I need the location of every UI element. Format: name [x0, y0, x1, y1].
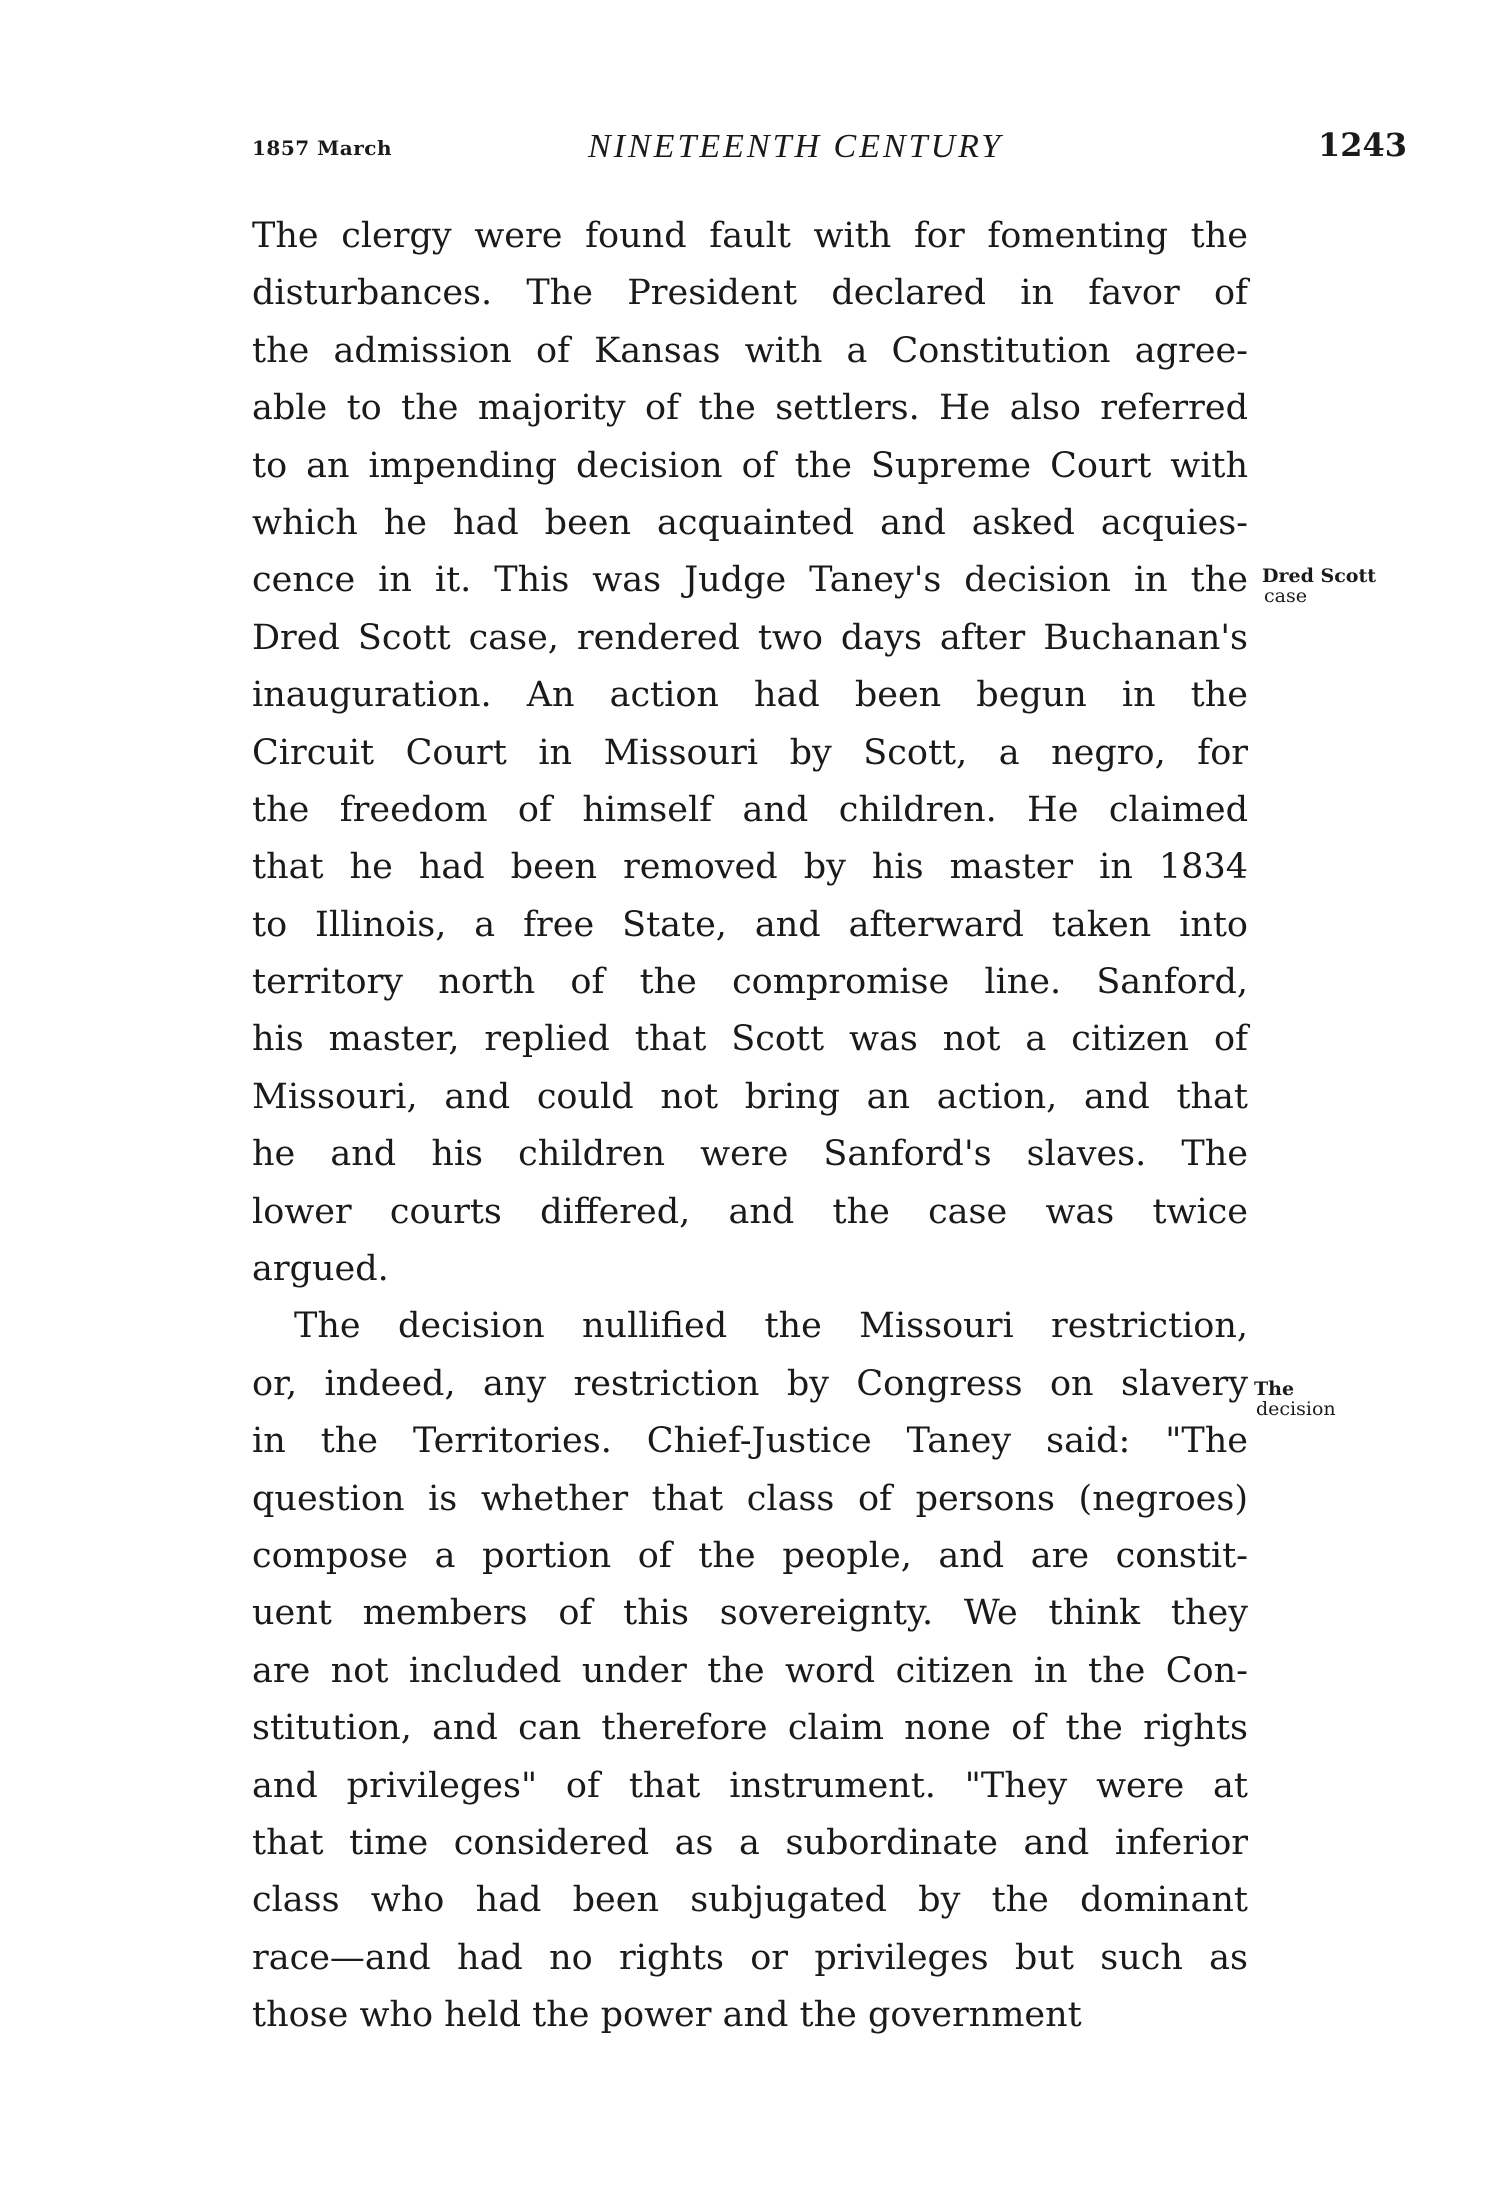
- sidenote-line: case: [1264, 585, 1307, 607]
- text-line: are not included under the word citizen in the Con-: [252, 1650, 1248, 1691]
- text-line: question is whether that class of persons (negroes): [252, 1478, 1248, 1519]
- sidenote-the-decision: [1254, 1379, 1336, 1419]
- text-line: The clergy were found fault with for fomenting the: [252, 216, 1248, 256]
- text-line: class who had been subjugated by the dominant: [252, 1880, 1248, 1921]
- text-line: compose a portion of the people, and are constit-: [252, 1535, 1248, 1576]
- text-line: disturbances. The President declared in favor of: [252, 273, 1248, 314]
- sidenote-line: The: [1254, 1378, 1295, 1400]
- text-line: to an impending decision of the Supreme Court with: [252, 445, 1248, 486]
- text-line: that time considered as a subordinate and inferior: [252, 1822, 1248, 1863]
- text-line: that he had been removed by his master in 1834: [252, 847, 1248, 888]
- text-line: and privileges" of that instrument. "They were at: [252, 1765, 1248, 1806]
- sidenote-line: decision: [1256, 1398, 1336, 1420]
- text-line: the admission of Kansas with a Constitution agree-: [252, 330, 1248, 371]
- text-line: to Illinois, a free State, and afterward taken into: [252, 904, 1248, 945]
- text-line: Dred Scott case, rendered two days after Buchanan's: [252, 617, 1248, 658]
- text-line: cence in it. This was Judge Taney's decision in the: [252, 560, 1248, 601]
- sidenote-dred-scott-case: [1262, 566, 1376, 606]
- text-line: those who held the power and the government: [252, 1995, 1082, 2036]
- text-line: inauguration. An action had been begun in the: [252, 675, 1248, 716]
- running-title: NINETEENTH CENTURY: [588, 128, 1004, 165]
- text-line: argued.: [252, 1249, 389, 1290]
- text-line: the freedom of himself and children. He claimed: [252, 789, 1248, 830]
- page-header: [0, 128, 1503, 188]
- text-line: Circuit Court in Missouri by Scott, a negro, for: [252, 732, 1248, 773]
- text-line: his master, replied that Scott was not a citizen of: [252, 1019, 1248, 1060]
- text-line: or, indeed, any restriction by Congress on slavery: [252, 1363, 1248, 1404]
- text-line: able to the majority of the settlers. He also referred: [252, 388, 1248, 429]
- text-line: territory north of the compromise line. Sanford,: [252, 962, 1248, 1003]
- text-line: he and his children were Sanford's slaves. The: [252, 1134, 1248, 1175]
- text-line: in the Territories. Chief-Justice Taney said: "The: [252, 1421, 1248, 1462]
- text-line: lower courts differed, and the case was twice: [252, 1191, 1248, 1232]
- text-line: uent members of this sovereignty. We think they: [252, 1593, 1248, 1634]
- sidenote-line: Dred Scott: [1262, 565, 1376, 587]
- text-line: The decision nullified the Missouri restriction,: [294, 1306, 1248, 1347]
- body-text: [252, 208, 1248, 2045]
- page-number: 1243: [1318, 126, 1408, 164]
- text-line: which he had been acquainted and asked acquies-: [252, 502, 1248, 543]
- text-line: race—and had no rights or privileges but such as: [252, 1937, 1248, 1978]
- paragraph: [252, 208, 1248, 1298]
- text-line: stitution, and can therefore claim none of the rights: [252, 1708, 1248, 1749]
- paragraph: [252, 1298, 1248, 2044]
- text-line: Missouri, and could not bring an action, and that: [252, 1076, 1248, 1117]
- header-date: 1857 March: [252, 136, 392, 160]
